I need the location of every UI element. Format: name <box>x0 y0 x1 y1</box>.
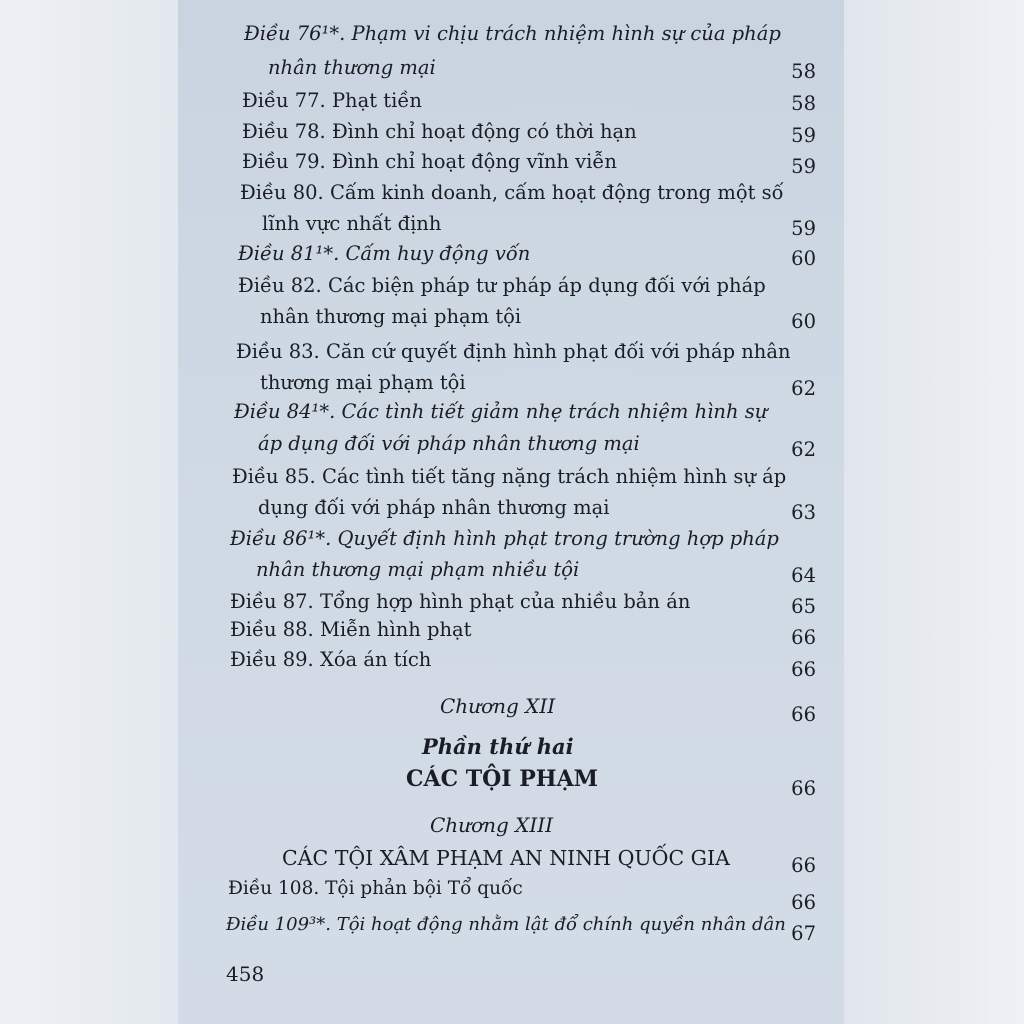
toc-entry-line: Điều 85. Các tình tiết tăng nặng trách nhiệm hình sự áp <box>232 465 787 488</box>
toc-page-number: 59 <box>791 217 816 240</box>
chapter-title: CÁC TỘI XÂM PHẠM AN NINH QUỐC GIA <box>282 846 730 870</box>
toc-page-number: 66 <box>791 777 816 800</box>
toc-entry-line: Điều 86¹*. Quyết định hình phạt trong trường hợp pháp <box>230 527 779 550</box>
toc-entry-line: Điều 78. Đình chỉ hoạt động có thời hạn <box>242 120 637 143</box>
toc-entry-line: nhân thương mại phạm tội <box>260 305 522 328</box>
toc-page-number: 58 <box>791 60 816 83</box>
toc-entry-line: Điều 79. Đình chỉ hoạt động vĩnh viễn <box>242 150 617 173</box>
toc-entry-line: nhân thương mại <box>268 56 436 79</box>
toc-page-number: 66 <box>791 703 816 726</box>
toc-entry-line: Điều 80. Cấm kinh doanh, cấm hoạt động trong một số <box>240 181 784 204</box>
toc-entry-line: Điều 76¹*. Phạm vi chịu trách nhiệm hình sự của pháp <box>244 22 781 45</box>
toc-entry-line: Điều 82. Các biện pháp tư pháp áp dụng đối với pháp <box>238 274 766 297</box>
toc-entry-line: Điều 89. Xóa án tích <box>230 648 432 671</box>
chapter-title: Chương XII <box>440 694 556 718</box>
toc-page-number: 66 <box>791 626 816 649</box>
toc-entry-line: thương mại phạm tội <box>260 371 466 394</box>
toc-entry-line: Điều 77. Phạt tiền <box>242 89 422 112</box>
toc-page-number: 66 <box>791 891 816 914</box>
toc-entry-line: áp dụng đối với pháp nhân thương mại <box>258 432 640 455</box>
toc-page-number: 58 <box>791 92 816 115</box>
book-page <box>178 0 844 1024</box>
toc-page-number: 60 <box>791 310 816 333</box>
toc-page-number: 67 <box>791 922 816 945</box>
toc-page-number: 62 <box>791 377 816 400</box>
toc-page-number: 59 <box>791 155 816 178</box>
toc-entry-line: Điều 87. Tổng hợp hình phạt của nhiều bản án <box>230 590 691 613</box>
toc-page-number: 59 <box>791 124 816 147</box>
toc-entry-line: lĩnh vực nhất định <box>262 212 442 235</box>
toc-page-number: 63 <box>791 501 816 524</box>
part-title: CÁC TỘI PHẠM <box>406 766 598 792</box>
part-label: Phần thứ hai <box>422 734 574 759</box>
background-right <box>844 0 1024 1024</box>
background-left <box>0 0 178 1024</box>
toc-page-number: 66 <box>791 854 816 877</box>
toc-page-number: 66 <box>791 658 816 681</box>
toc-entry-line: nhân thương mại phạm nhiều tội <box>256 558 580 581</box>
toc-page-number: 64 <box>791 564 816 587</box>
toc-entry-text: Điều 109³*. Tội hoạt động nhằm lật đổ chính quyền nhân dân <box>226 914 786 935</box>
chapter-label: Chương XIII <box>430 813 554 837</box>
toc-page-number: 62 <box>791 438 816 461</box>
toc-page-number: 60 <box>791 247 816 270</box>
toc-entry-line <box>226 916 786 934</box>
toc-entry-line: Điều 108. Tội phản bội Tổ quốc <box>228 878 523 899</box>
page-folio: 458 <box>226 962 265 986</box>
toc-entry-line: Điều 81¹*. Cấm huy động vốn <box>238 242 531 265</box>
toc-entry-line: dụng đối với pháp nhân thương mại <box>258 496 610 519</box>
toc-entry-line: Điều 84¹*. Các tình tiết giảm nhẹ trách nhiệm hình sự <box>234 400 768 423</box>
toc-page-number: 65 <box>791 595 816 618</box>
toc-entry-line: Điều 83. Căn cứ quyết định hình phạt đối với pháp nhân <box>236 340 791 363</box>
toc-entry-line: Điều 88. Miễn hình phạt <box>230 618 472 641</box>
